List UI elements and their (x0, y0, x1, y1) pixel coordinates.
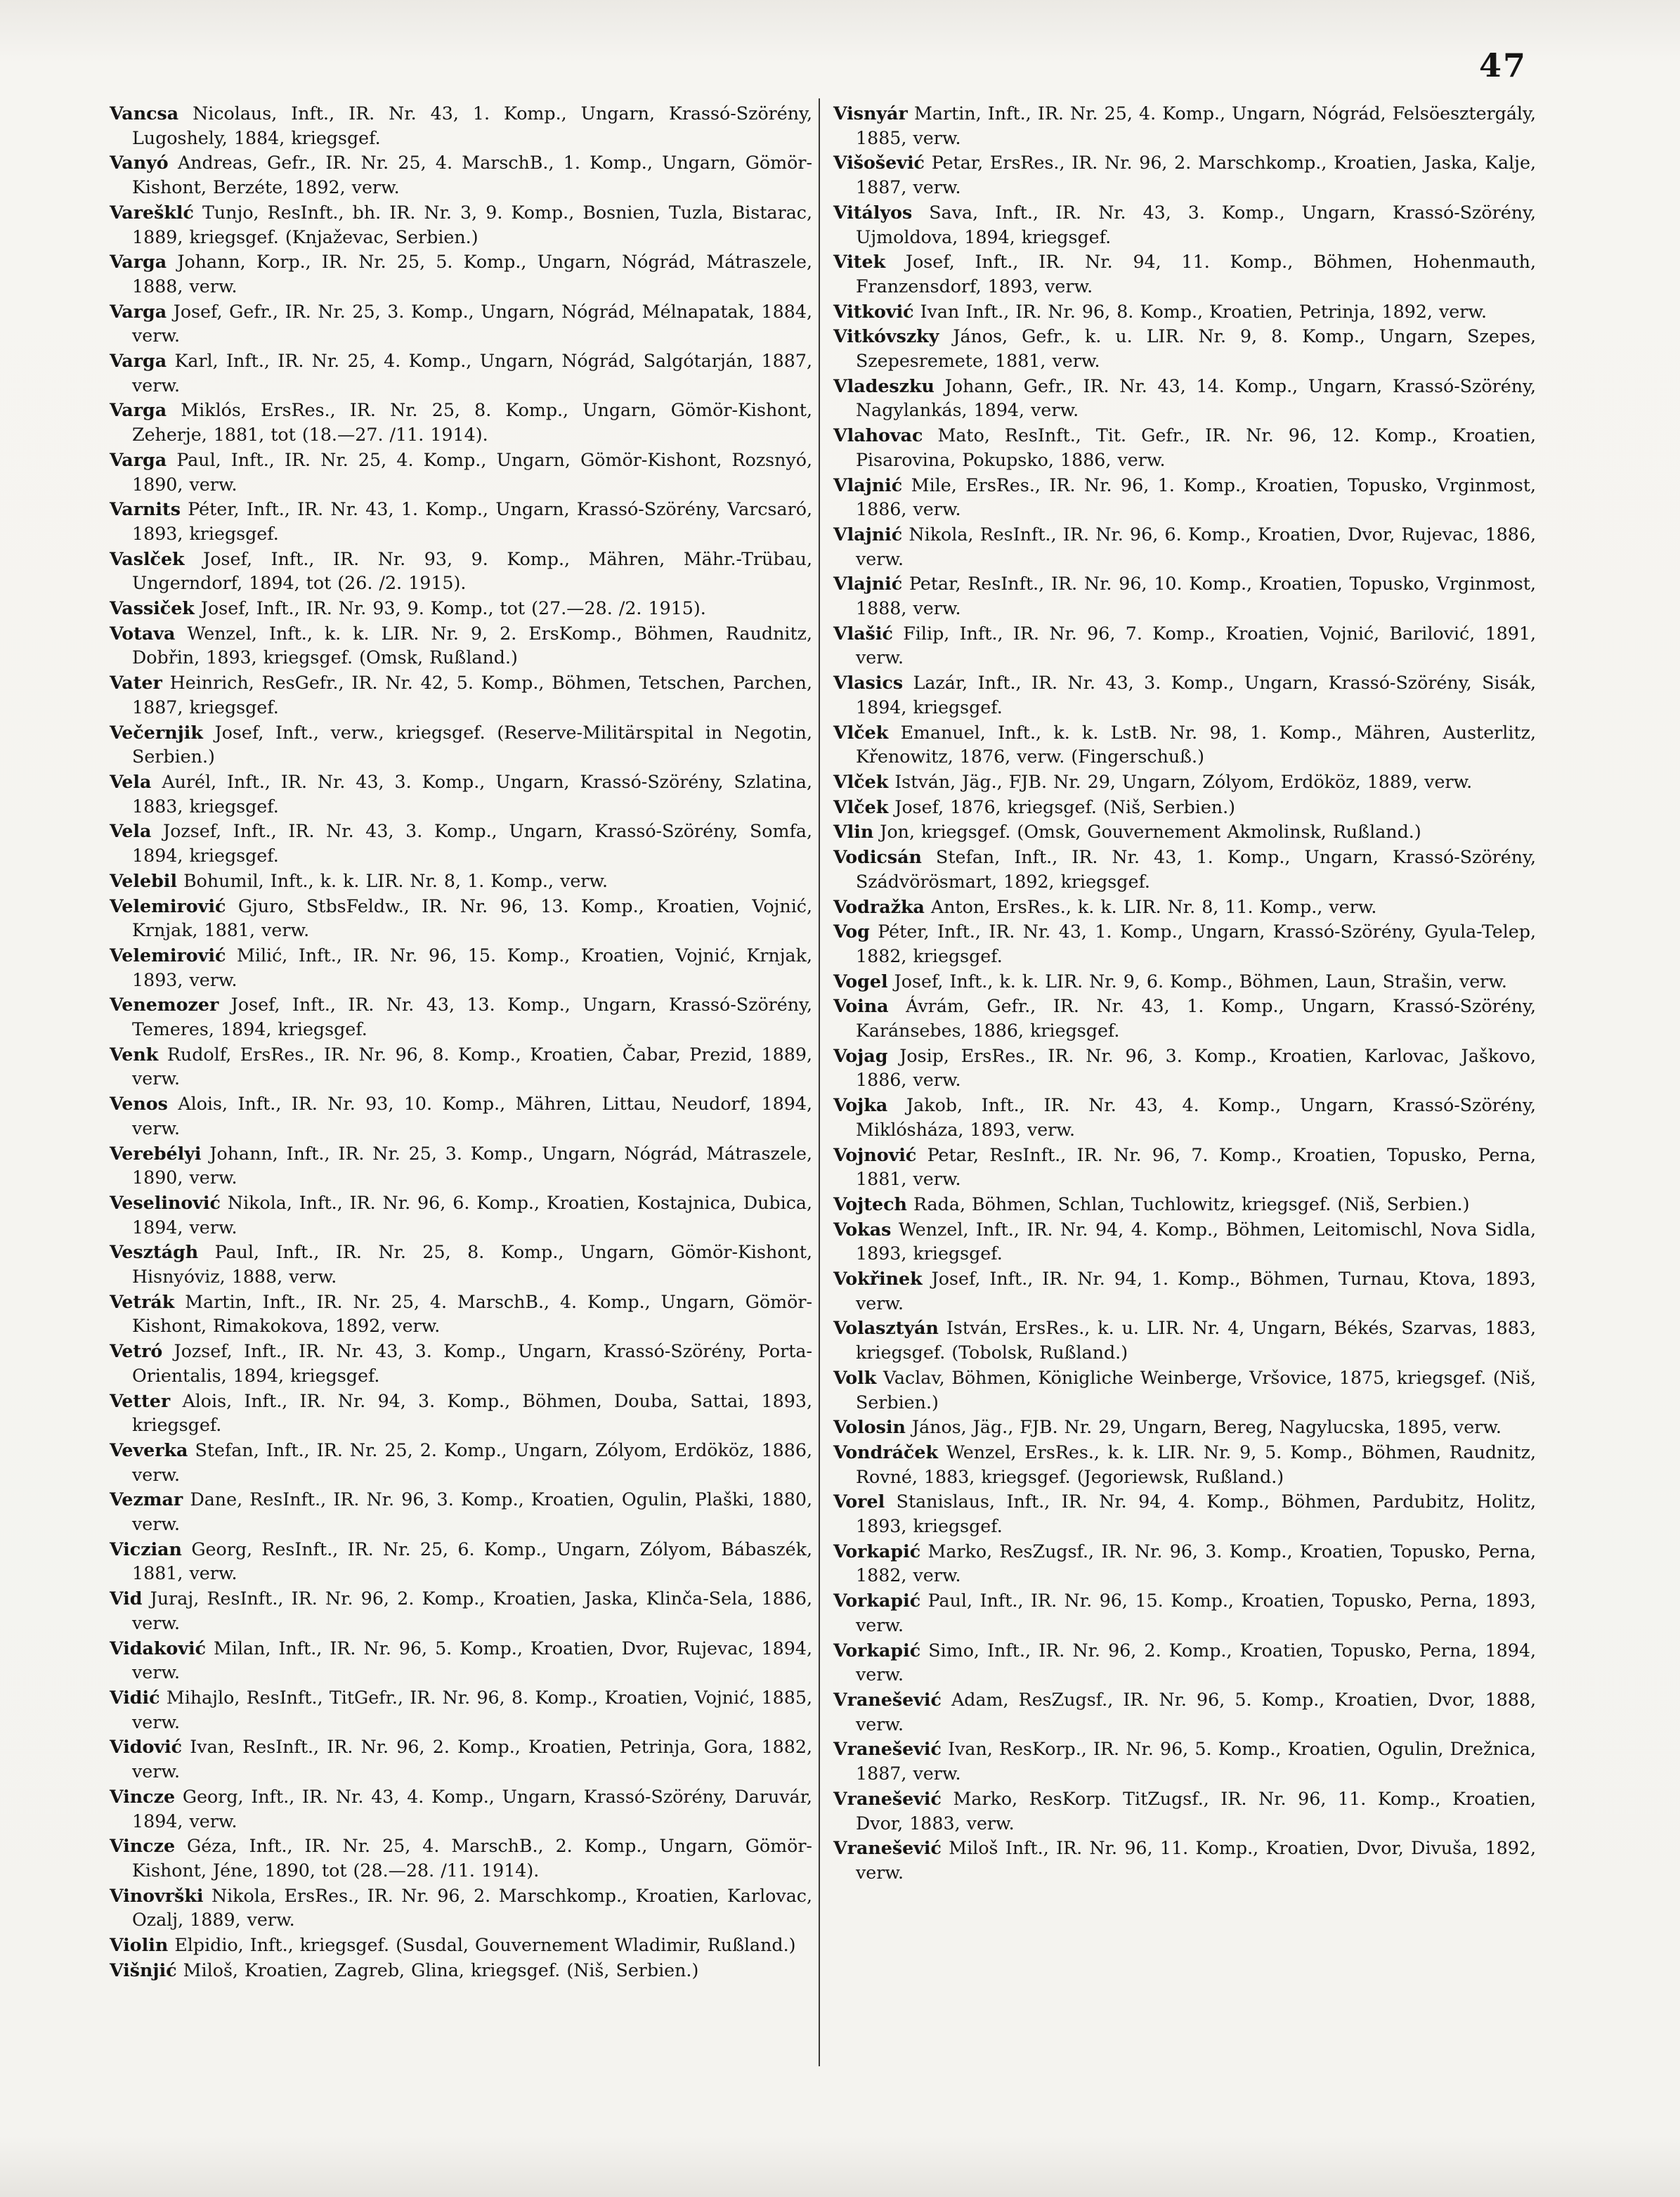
entry-surname: Vodražka (833, 895, 925, 917)
register-entry (110, 1141, 812, 1191)
entry-surname: Vancsa (110, 103, 179, 124)
entry-surname: Vondráček (833, 1441, 939, 1463)
entry-surname: Vorkapić (833, 1639, 921, 1661)
entry-details: Wenzel, Inft., k. k. LIR. Nr. 9, 2. ErsKomp., Böhmen, Raudnitz, Dobřin, 1893, kriegsgef. (Omsk, Rußland.) (132, 623, 812, 668)
entry-surname: Vela (110, 820, 152, 842)
register-entry (110, 894, 812, 943)
register-entry (110, 448, 812, 497)
entry-details: Josef, Gefr., IR. Nr. 25, 3. Komp., Ungarn, Nógrád, Mélnapatak, 1884, verw. (132, 301, 812, 346)
entry-surname: Vranešević (833, 1787, 942, 1809)
entry-details: Elpidio, Inft., kriegsgef. (Susdal, Gouvernement Wladimir, Rußland.) (174, 1935, 796, 1956)
entry-details: Adam, ResZugsf., IR. Nr. 96, 5. Komp., Kroatien, Dvor, 1888, verw. (856, 1690, 1536, 1735)
entry-surname: Vojag (833, 1044, 888, 1066)
entry-surname: Vincze (110, 1835, 176, 1857)
entry-details: Aurél, Inft., IR. Nr. 43, 3. Komp., Ungarn, Krassó-Szörény, Szlatina, 1883, kriegsgef. (132, 771, 813, 817)
register-entry (833, 1737, 1536, 1786)
register-entry (110, 1834, 812, 1883)
entry-details: Lazár, Inft., IR. Nr. 43, 3. Komp., Ungarn, Krassó-Szörény, Sisák, 1894, kriegsgef. (856, 673, 1536, 718)
entry-details: Martin, Inft., IR. Nr. 25, 4. Komp., Ungarn, Nógrád, Felsöesztergály, 1885, verw. (856, 103, 1536, 148)
entry-details: Petar, ResInft., IR. Nr. 96, 7. Komp., Kroatien, Topusko, Perna, 1881, verw. (856, 1144, 1536, 1190)
register-entry (110, 1438, 812, 1487)
entry-surname: Vidović (110, 1736, 183, 1758)
entry-details: Georg, ResInft., IR. Nr. 25, 6. Komp., Ungarn, Zólyom, Bábaszék, 1881, verw. (132, 1538, 812, 1584)
entry-details: Péter, Inft., IR. Nr. 43, 1. Komp., Ungarn, Krassó-Szörény, Gyula-Telep, 1882, kriegsgef. (856, 921, 1537, 966)
register-entry (833, 720, 1536, 770)
entry-details: Jozsef, Inft., IR. Nr. 43, 3. Komp., Ungarn, Krassó-Szörény, Somfa, 1894, kriegsgef. (132, 821, 812, 867)
entry-details: János, Jäg., FJB. Nr. 29, Ungarn, Bereg, Nagylucska, 1895, verw. (911, 1417, 1502, 1438)
entry-surname: Vladeszku (833, 375, 935, 396)
register-entry (110, 200, 812, 249)
register-entry (833, 1638, 1536, 1687)
register-entry (110, 1339, 812, 1388)
entry-surname: Vincze (110, 1785, 176, 1807)
register-entry (833, 150, 1536, 200)
entry-surname: Vitkóvszky (833, 325, 939, 347)
entry-details: Nikola, ErsRes., IR. Nr. 96, 2. Marschkomp., Kroatien, Karlovac, Ozalj, 1889, verw. (132, 1885, 812, 1931)
register-entry (833, 1143, 1536, 1192)
entry-surname: Višnjić (110, 1959, 177, 1981)
entry-surname: Varga (110, 448, 167, 470)
entry-surname: Visnyár (833, 103, 908, 124)
entry-surname: Volk (833, 1366, 877, 1388)
entry-surname: Vogel (833, 970, 888, 992)
register-entry (110, 770, 812, 819)
register-entry (110, 349, 812, 398)
entry-details: Nicolaus, Inft., IR. Nr. 43, 1. Komp., Ungarn, Krassó-Szörény, Lugoshely, 1884, kriegsgef. (132, 103, 813, 148)
entry-surname: Vorel (833, 1491, 885, 1512)
entry-details: Rada, Böhmen, Schlan, Tuchlowitz, kriegsgef. (Niš, Serbien.) (913, 1193, 1470, 1214)
entry-surname: Vodicsán (833, 846, 922, 868)
entry-surname: Vater (110, 672, 162, 694)
entry-details: Mato, ResInft., Tit. Gefr., IR. Nr. 96, 12. Komp., Kroatien, Pisarovina, Pokupsko, 1886, verw. (856, 425, 1536, 470)
register-entry (833, 1217, 1536, 1266)
register-entry (833, 919, 1536, 968)
register-entry (833, 522, 1536, 571)
register-entry (110, 101, 812, 150)
entry-details: Ivan Inft., IR. Nr. 96, 8. Komp., Kroatien, Petrinja, 1892, verw. (920, 301, 1487, 322)
entry-details: Wenzel, ErsRes., k. k. LIR. Nr. 9, 5. Komp., Böhmen, Raudnitz, Rovné, 1883, kriegsgef. (Jegoriewsk, Rußland.) (856, 1441, 1536, 1487)
entry-surname: Venk (110, 1043, 159, 1065)
column-divider (819, 98, 820, 2066)
entry-details: Alois, Inft., IR. Nr. 93, 10. Komp., Mähren, Littau, Neudorf, 1894, verw. (132, 1094, 812, 1139)
register-entry (110, 1042, 812, 1091)
entry-details: Josef, Inft., IR. Nr. 94, 1. Komp., Böhmen, Turnau, Ktova, 1893, verw. (856, 1269, 1536, 1314)
entry-surname: Vlajnić (833, 474, 903, 495)
register-entry (833, 249, 1536, 299)
register-entry (833, 374, 1536, 423)
entry-details: Nikola, Inft., IR. Nr. 96, 6. Komp., Kroatien, Kostajnica, Dubica, 1894, verw. (132, 1192, 812, 1238)
entry-details: Stanislaus, Inft., IR. Nr. 94, 4. Komp., Böhmen, Pardubitz, Holitz, 1893, kriegsgef. (856, 1491, 1536, 1537)
register-entry (833, 1044, 1536, 1093)
entry-surname: Violin (110, 1934, 169, 1956)
entry-details: Milić, Inft., IR. Nr. 96, 15. Komp., Kroatien, Vojnić, Krnjak, 1893, verw. (132, 945, 812, 990)
entry-details: Josef, 1876, kriegsgef. (Niš, Serbien.) (894, 796, 1236, 817)
register-entry (833, 200, 1536, 249)
register-entry (833, 621, 1536, 670)
entry-details: Juraj, ResInft., IR. Nr. 96, 2. Komp., Kroatien, Jaska, Klinča-Sela, 1886, verw. (132, 1588, 812, 1633)
register-entry (833, 1266, 1536, 1316)
entry-details: Ávrám, Gefr., IR. Nr. 43, 1. Komp., Ungarn, Krassó-Szörény, Karánsebes, 1886, kriegsgef. (856, 996, 1536, 1042)
entry-details: Josef, Inft., k. k. LIR. Nr. 9, 6. Komp., Böhmen, Laun, Strašin, verw. (894, 971, 1507, 992)
entry-surname: Vesztágh (110, 1241, 199, 1263)
register-entry (110, 1586, 812, 1635)
entry-surname: Vanyó (110, 152, 169, 174)
entry-details: Johann, Gefr., IR. Nr. 43, 14. Komp., Ungarn, Krassó-Szörény, Nagylankás, 1894, verw. (856, 375, 1536, 421)
entry-surname: Vokřinek (833, 1268, 923, 1290)
entry-details: Paul, Inft., IR. Nr. 25, 4. Komp., Ungarn, Gömör-Kishont, Rozsnyó, 1890, verw. (132, 449, 812, 495)
register-entry (110, 992, 812, 1042)
entry-surname: Vorkapić (833, 1590, 921, 1612)
entry-surname: Vaslček (110, 547, 185, 569)
entry-surname: Veverka (110, 1439, 188, 1460)
register-entry (833, 1440, 1536, 1489)
entry-surname: Večernjik (110, 721, 203, 743)
entry-details: Nikola, ResInft., IR. Nr. 96, 6. Komp., Kroatien, Dvor, Rujevac, 1886, verw. (856, 524, 1536, 569)
entry-details: Josef, Inft., verw., kriegsgef. (Reserve-Militärspital in Negotin, Serbien.) (132, 722, 812, 767)
entry-surname: Vlasics (833, 672, 904, 694)
register-entry (110, 1884, 812, 1933)
entry-details: Filip, Inft., IR. Nr. 96, 7. Komp., Kroatien, Vojnić, Barilović, 1891, verw. (856, 623, 1536, 668)
register-entry (110, 596, 812, 621)
entry-details: Ivan, ResInft., IR. Nr. 96, 2. Komp., Kroatien, Petrinja, Gora, 1882, verw. (132, 1737, 812, 1782)
register-entry (110, 1784, 812, 1834)
register-entry (110, 943, 812, 992)
register-entry (833, 1489, 1536, 1538)
entry-details: Paul, Inft., IR. Nr. 25, 8. Komp., Ungarn, Gömör-Kishont, Hisnyóviz, 1888, verw. (132, 1242, 812, 1288)
entry-details: Mile, ErsRes., IR. Nr. 96, 1. Komp., Kroatien, Topusko, Vrginmost, 1886, verw. (856, 474, 1537, 520)
register-entry (110, 819, 812, 868)
register-entry (110, 1240, 812, 1289)
entry-surname: Vlček (833, 770, 889, 792)
entry-surname: Velebil (110, 869, 178, 891)
entry-details: Andreas, Gefr., IR. Nr. 25, 4. MarschB., 1. Komp., Ungarn, Gömör-Kishont, Berzéte, 1892, verw. (132, 153, 812, 198)
register-entry (833, 1415, 1536, 1440)
register-entry (833, 1366, 1536, 1415)
entry-details: Stefan, Inft., IR. Nr. 25, 2. Komp., Ungarn, Zólyom, Erdököz, 1886, verw. (132, 1439, 812, 1485)
entry-surname: Velemirović (110, 895, 226, 916)
register-entry (833, 1687, 1536, 1737)
entry-details: István, Jäg., FJB. Nr. 29, Ungarn, Zólyom, Erdököz, 1889, verw. (894, 771, 1473, 792)
register-entry (833, 670, 1536, 720)
register-entry (110, 1685, 812, 1735)
entry-details: István, ErsRes., k. u. LIR. Nr. 4, Ungarn, Békés, Szarvas, 1883, kriegsgef. (Tobolsk, Rußland.) (856, 1318, 1537, 1363)
register-entry (833, 1539, 1536, 1588)
entry-details: Bohumil, Inft., k. k. LIR. Nr. 8, 1. Komp., verw. (183, 870, 608, 891)
entry-surname: Vojka (833, 1094, 888, 1116)
entry-details: Alois, Inft., IR. Nr. 94, 3. Komp., Böhmen, Douba, Sattai, 1893, kriegsgef. (132, 1390, 813, 1436)
entry-surname: Vlajnić (833, 523, 903, 545)
entry-details: Géza, Inft., IR. Nr. 25, 4. MarschB., 2. Komp., Ungarn, Gömör-Kishont, Jéne, 1890, tot (28.—28. /11. 1914). (132, 1836, 812, 1881)
entry-details: Johann, Korp., IR. Nr. 25, 5. Komp., Ungarn, Nógrád, Mátraszele, 1888, verw. (132, 252, 812, 297)
register-entry (110, 1091, 812, 1141)
entry-details: Anton, ErsRes., k. k. LIR. Nr. 8, 11. Komp., verw. (930, 896, 1377, 917)
register-entry (833, 845, 1536, 894)
entry-details: Miloš, Kroatien, Zagreb, Glina, kriegsgef. (Niš, Serbien.) (183, 1959, 699, 1981)
entry-details: Miklós, ErsRes., IR. Nr. 25, 8. Komp., Ungarn, Gömör-Kishont, Zeherje, 1881, tot (18.—27. /11. 1914). (132, 400, 812, 446)
entry-surname: Vlček (833, 721, 889, 743)
entry-details: Rudolf, ErsRes., IR. Nr. 96, 8. Komp., Kroatien, Čabar, Prezid, 1889, verw. (132, 1044, 812, 1089)
entry-details: Emanuel, Inft., k. k. LstB. Nr. 98, 1. Komp., Mähren, Austerlitz, Křenowitz, 1876, verw. (Fingerschuß.) (856, 722, 1536, 767)
entry-details: Georg, Inft., IR. Nr. 43, 4. Komp., Ungarn, Krassó-Szörény, Daruvár, 1894, verw. (132, 1786, 812, 1832)
entry-surname: Vokas (833, 1218, 892, 1240)
entry-surname: Vojnović (833, 1143, 917, 1165)
entry-details: Petar, ResInft., IR. Nr. 96, 10. Komp., Kroatien, Topusko, Vrginmost, 1888, verw. (856, 573, 1536, 619)
entry-surname: Venos (110, 1093, 168, 1115)
entry-details: Jakob, Inft., IR. Nr. 43, 4. Komp., Ungarn, Krassó-Szörény, Miklósháza, 1893, verw. (856, 1095, 1536, 1140)
register-entry (833, 101, 1536, 150)
entry-surname: Vetrák (110, 1290, 175, 1312)
entry-surname: Vela (110, 770, 152, 792)
entry-details: János, Gefr., k. u. LIR. Nr. 9, 8. Komp., Ungarn, Szepes, Szepesremete, 1881, verw. (856, 326, 1536, 372)
entry-surname: Vezmar (110, 1489, 183, 1510)
entry-details: Heinrich, ResGefr., IR. Nr. 42, 5. Komp., Böhmen, Tetschen, Parchen, 1887, kriegsgef. (132, 673, 812, 718)
entry-details: Josef, Inft., IR. Nr. 94, 11. Komp., Böhmen, Hohenmauth, Franzensdorf, 1893, verw. (856, 252, 1536, 297)
entry-details: Milan, Inft., IR. Nr. 96, 5. Komp., Kroatien, Dvor, Rujevac, 1894, verw. (132, 1638, 812, 1683)
entry-surname: Verebélyi (110, 1142, 202, 1164)
entry-details: Stefan, Inft., IR. Nr. 43, 1. Komp., Ungarn, Krassó-Szörény, Szádvörösmart, 1892, kriegsgef. (856, 847, 1536, 892)
entry-surname: Varga (110, 350, 167, 372)
entry-details: Marko, ResKorp. TitZugsf., IR. Nr. 96, 11. Komp., Kroatien, Dvor, 1883, verw. (856, 1788, 1536, 1834)
entry-surname: Votava (110, 622, 176, 644)
entry-surname: Vetró (110, 1340, 163, 1362)
register-entry (110, 1933, 812, 1958)
entry-surname: Vorkapić (833, 1540, 921, 1562)
register-entry (833, 770, 1536, 795)
entry-details: Jozsef, Inft., IR. Nr. 43, 3. Komp., Ungarn, Krassó-Szörény, Porta-Orientalis, 1894, kriegsgef. (132, 1341, 812, 1386)
entry-details: Josip, ErsRes., IR. Nr. 96, 3. Komp., Kroatien, Karlovac, Jaškovo, 1886, verw. (856, 1045, 1537, 1091)
register-entry (833, 423, 1536, 472)
entry-surname: Vassiček (110, 597, 195, 619)
register-entry (110, 547, 812, 596)
entry-details: Wenzel, Inft., IR. Nr. 94, 4. Komp., Böhmen, Leitomischl, Nova Sidla, 1893, kriegsgef. (856, 1219, 1536, 1264)
register-entry (110, 1735, 812, 1784)
entry-details: Sava, Inft., IR. Nr. 43, 3. Komp., Ungarn, Krassó-Szörény, Ujmoldova, 1894, kriegsgef. (856, 202, 1536, 247)
entry-surname: Velemirović (110, 944, 226, 966)
entry-details: Josef, Inft., IR. Nr. 93, 9. Komp., tot (27.—28. /2. 1915). (200, 598, 706, 619)
entry-details: Gjuro, StbsFeldw., IR. Nr. 96, 13. Komp., Kroatien, Vojnić, Krnjak, 1881, verw. (132, 895, 812, 941)
entry-surname: Volosin (833, 1416, 906, 1438)
register-entry (833, 473, 1536, 522)
register-entry (833, 895, 1536, 920)
register-entry (110, 1290, 812, 1339)
register-entry (833, 819, 1536, 845)
entry-surname: Vranešević (833, 1689, 942, 1710)
register-entry (110, 1487, 812, 1536)
page-number: 47 (1478, 46, 1527, 84)
entry-details: Ivan, ResKorp., IR. Nr. 96, 5. Komp., Kroatien, Ogulin, Drežnica, 1887, verw. (856, 1739, 1536, 1784)
entry-details: Josef, Inft., IR. Nr. 43, 13. Komp., Ungarn, Krassó-Szörény, Temeres, 1894, kriegsgef. (132, 994, 812, 1040)
register-entry (110, 1636, 812, 1685)
entry-details: Karl, Inft., IR. Nr. 25, 4. Komp., Ungarn, Nógrád, Salgótarján, 1887, verw. (132, 351, 812, 396)
register-entry (833, 1588, 1536, 1638)
entry-details: Simo, Inft., IR. Nr. 96, 2. Komp., Kroatien, Topusko, Perna, 1894, verw. (856, 1640, 1536, 1685)
entry-details: Jon, kriegsgef. (Omsk, Gouvernement Akmolinsk, Rußland.) (880, 822, 1421, 843)
entry-details: Paul, Inft., IR. Nr. 96, 15. Komp., Kroatien, Topusko, Perna, 1893, verw. (856, 1590, 1536, 1635)
register-entry (110, 1389, 812, 1438)
entry-details: Péter, Inft., IR. Nr. 43, 1. Komp., Ungarn, Krassó-Szörény, Varcsaró, 1893, kriegsgef. (132, 499, 812, 544)
entry-surname: Venemozer (110, 994, 219, 1016)
register-entry (833, 969, 1536, 994)
entry-surname: Viczian (110, 1538, 182, 1560)
register-entry (110, 621, 812, 670)
entry-details: Tunjo, ResInft., bh. IR. Nr. 3, 9. Komp., Bosnien, Tuzla, Bistarac, 1889, kriegsgef. (Knjaževac, Serbien.) (132, 202, 813, 247)
entry-details: Miloš Inft., IR. Nr. 96, 11. Komp., Kroatien, Dvor, Divuša, 1892, verw. (856, 1838, 1536, 1883)
register-entry (833, 1093, 1536, 1142)
register-entry (110, 497, 812, 546)
register-entry (110, 1958, 812, 1983)
register-entry (110, 720, 812, 770)
entry-surname: Vojtech (833, 1193, 907, 1214)
entry-surname: Vitek (833, 251, 886, 273)
entry-details: Mihajlo, ResInft., TitGefr., IR. Nr. 96, 8. Komp., Kroatien, Vojnić, 1885, verw. (132, 1687, 812, 1732)
entry-surname: Vranešević (833, 1837, 942, 1859)
entry-surname: Vog (833, 921, 870, 942)
entry-surname: Vranešević (833, 1738, 942, 1760)
entry-surname: Varga (110, 399, 167, 421)
register-entry (110, 1191, 812, 1240)
entry-surname: Vidić (110, 1687, 160, 1708)
entry-details: Johann, Inft., IR. Nr. 25, 3. Komp., Ungarn, Nógrád, Mátraszele, 1890, verw. (132, 1143, 812, 1188)
entry-surname: Veselinović (110, 1191, 221, 1213)
entry-surname: Vlček (833, 796, 889, 817)
entry-surname: Višošević (833, 152, 925, 174)
register-entry (833, 795, 1536, 820)
entry-details: Dane, ResInft., IR. Nr. 96, 3. Komp., Kroatien, Ogulin, Plaški, 1880, verw. (132, 1489, 812, 1535)
right-column (833, 101, 1536, 1886)
register-entry (833, 1192, 1536, 1217)
entry-details: Martin, Inft., IR. Nr. 25, 4. MarschB., 4. Komp., Ungarn, Gömör-Kishont, Rimakokova, 1892, verw. (132, 1291, 813, 1337)
entry-details: Marko, ResZugsf., IR. Nr. 96, 3. Komp., Kroatien, Topusko, Perna, 1882, verw. (856, 1541, 1536, 1586)
register-entry (110, 299, 812, 349)
register-entry (110, 249, 812, 299)
entry-details: Vaclav, Böhmen, Königliche Weinberge, Vršovice, 1875, kriegsgef. (Niš, Serbien.) (856, 1367, 1536, 1413)
entry-surname: Varešklć (110, 201, 194, 223)
entry-surname: Vitković (833, 300, 914, 322)
entry-surname: Vetter (110, 1389, 171, 1411)
entry-surname: Vinovrški (110, 1884, 204, 1906)
entry-surname: Varnits (110, 498, 181, 520)
entry-surname: Vitályos (833, 201, 913, 223)
register-entry (833, 1316, 1536, 1365)
entry-surname: Voina (833, 995, 889, 1017)
entry-details: Josef, Inft., IR. Nr. 93, 9. Komp., Mähren, Mähr.-Trübau, Ungerndorf, 1894, tot (26. /2. 1915). (132, 548, 813, 594)
entry-surname: Vlajnić (833, 573, 903, 595)
entry-surname: Varga (110, 300, 167, 322)
entry-surname: Volasztyán (833, 1317, 939, 1339)
register-entry (833, 324, 1536, 373)
register-entry (833, 1836, 1536, 1885)
register-entry (110, 670, 812, 720)
entry-surname: Vlašić (833, 622, 893, 644)
register-entry (833, 571, 1536, 621)
register-entry (833, 994, 1536, 1043)
left-column (110, 101, 812, 1983)
entry-surname: Vlahovac (833, 425, 923, 446)
register-entry (110, 869, 812, 894)
entry-details: Petar, ErsRes., IR. Nr. 96, 2. Marschkomp., Kroatien, Jaska, Kalje, 1887, verw. (856, 153, 1536, 198)
register-entry (110, 150, 812, 200)
entry-surname: Varga (110, 251, 167, 273)
entry-surname: Vlin (833, 821, 874, 843)
entry-surname: Vidaković (110, 1637, 206, 1659)
register-entry (833, 1787, 1536, 1836)
entry-surname: Vid (110, 1588, 143, 1609)
register-entry (110, 398, 812, 447)
register-entry (833, 299, 1536, 325)
register-entry (110, 1537, 812, 1586)
